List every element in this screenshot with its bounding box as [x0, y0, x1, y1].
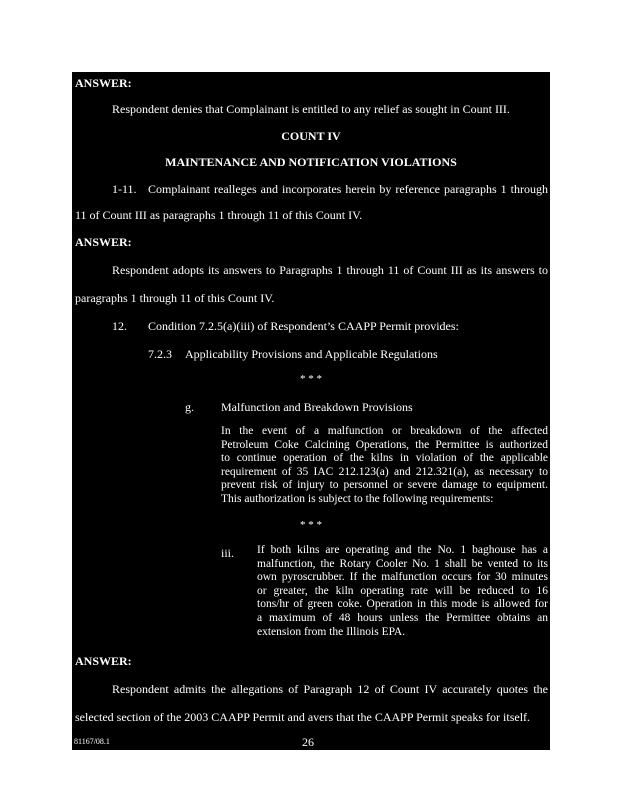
- answer-3-line-2: selected section of the 2003 CAAPP Permit and avers that the CAAPP Permit speaks for itself.: [75, 710, 531, 724]
- quote-ellipsis-1: * * *: [300, 373, 322, 385]
- quote-item-g-line: prevent risk of injury to personnel or severe damage to equipment.: [221, 479, 548, 492]
- answer-heading-2: ANSWER:: [75, 235, 132, 249]
- quote-item-g-title: Malfunction and Breakdown Provisions: [221, 400, 413, 414]
- quote-item-g-body: [221, 425, 548, 507]
- para-number-1-11: 1-11.: [112, 182, 137, 196]
- answer-2-line-2: paragraphs 1 through 11 of this Count IV.: [75, 291, 275, 305]
- answer-3-line-1: Respondent admits the allegations of Paragraph 12 of Count IV accurately quotes the: [112, 682, 548, 696]
- count-title: COUNT IV: [281, 129, 341, 143]
- para-12-text: Condition 7.2.5(a)(iii) of Respondent’s CAAPP Permit provides:: [148, 319, 459, 333]
- para-1-11-line-2: 11 of Count III as paragraphs 1 through 11 of this Count IV.: [75, 208, 363, 222]
- footer-doc-id: 81167/08.1: [74, 737, 110, 746]
- quote-ellipsis-2: * * *: [300, 519, 322, 531]
- answer-heading-1: ANSWER:: [75, 76, 132, 90]
- answer-2-line-1: Respondent adopts its answers to Paragraphs 1 through 11 of Count III as its answers to: [112, 263, 548, 277]
- quote-section-number: 7.2.3: [148, 347, 172, 361]
- para-number-12: 12.: [112, 319, 127, 333]
- quote-item-iii-line: tons/hr of green coke. Operation in this mode is allowed for: [257, 598, 548, 611]
- quote-item-iii-line: own pyroscrubber. If the malfunction occurs for 30 minutes: [257, 571, 548, 584]
- quote-item-iii-line: If both kilns are operating and the No. 1 baghouse has a: [257, 544, 548, 556]
- answer-heading-3: ANSWER:: [75, 654, 132, 668]
- quote-item-g-line: requirement of 35 IAC 212.123(a) and 212.321(a), as necessary to: [221, 465, 548, 478]
- quote-item-g-line: This authorization is subject to the following requirements:: [221, 492, 494, 505]
- quote-item-iii-line: extension from the Illinois EPA.: [257, 625, 406, 638]
- quote-item-iii-line: or greater, the kiln operating rate will be reduced to 16: [257, 584, 548, 597]
- quote-item-iii-body: [257, 544, 548, 639]
- quote-item-iii-line: malfunction, the Rotary Cooler No. 1 shall be vented to its: [257, 557, 548, 570]
- count-subtitle: MAINTENANCE AND NOTIFICATION VIOLATIONS: [165, 155, 457, 169]
- quote-item-g-line: In the event of a malfunction or breakdown of the affected: [221, 425, 548, 437]
- footer-page-number: 26: [302, 735, 314, 749]
- quote-item-iii-label: iii.: [221, 546, 235, 560]
- quote-section-title: Applicability Provisions and Applicable Regulations: [185, 347, 438, 361]
- quote-item-g-line: Petroleum Coke Calcining Operations, the Permittee is authorized: [221, 438, 548, 451]
- quote-item-g-label: g.: [185, 400, 194, 414]
- para-1-11-line-1: Complainant realleges and incorporates herein by reference paragraphs 1 through: [148, 182, 548, 196]
- quote-item-iii-line: a maximum of 48 hours unless the Permittee obtains an: [257, 611, 548, 624]
- document-page: [72, 72, 550, 750]
- answer-text-1: Respondent denies that Complainant is entitled to any relief as sought in Count III.: [112, 102, 510, 116]
- quote-item-g-line: to continue operation of the kilns in violation of the applicable: [221, 452, 548, 465]
